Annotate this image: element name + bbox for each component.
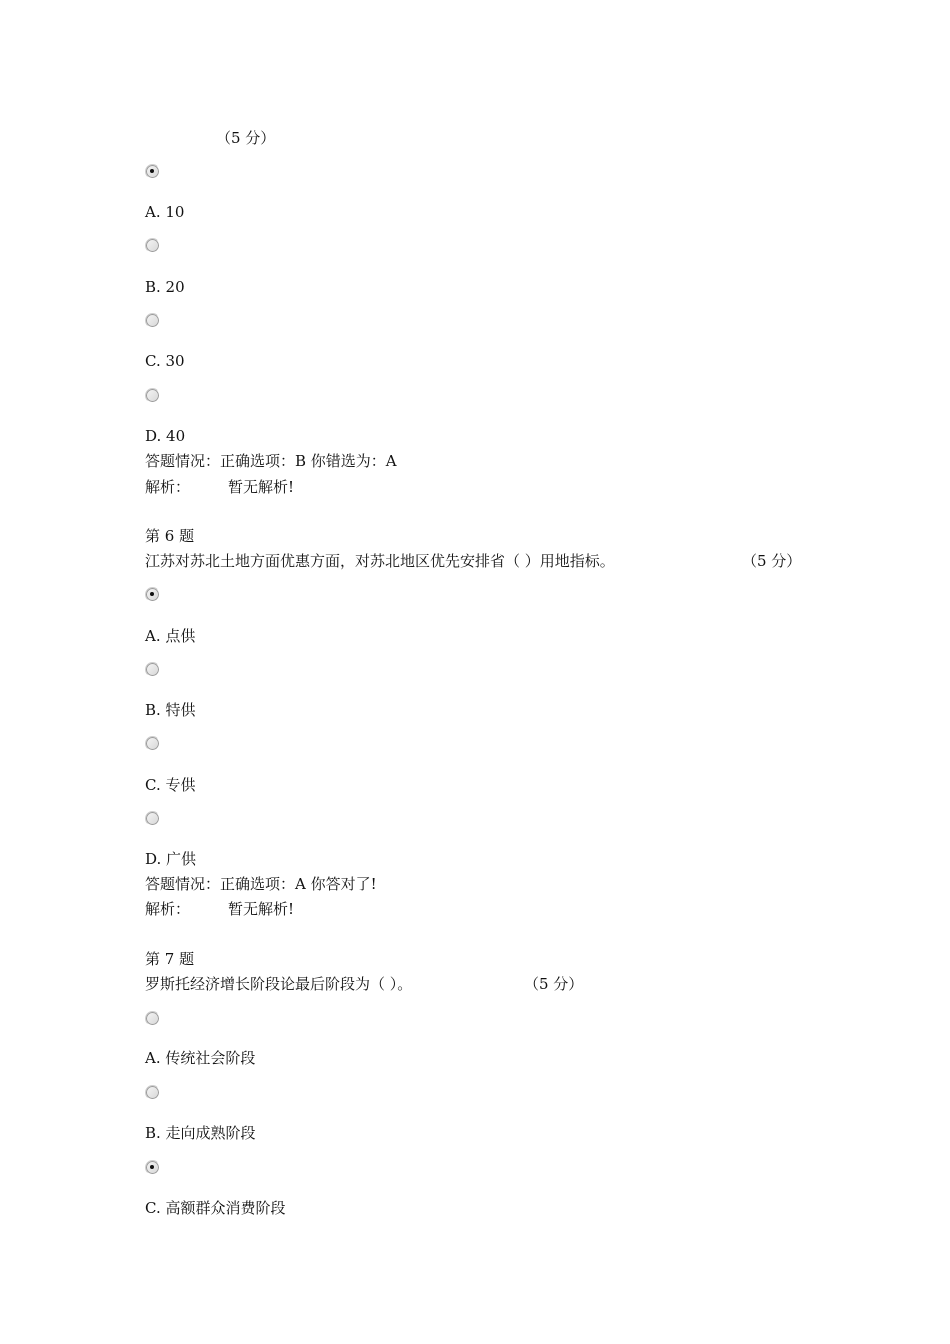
q6-score: （5 分） [742,552,802,570]
q5-radio-a[interactable] [146,165,159,178]
q7-radio-a[interactable] [146,1012,159,1025]
q5-analysis-text: 暂无解析! [228,478,295,496]
q5-option-b: B. 20 [145,278,185,296]
q5-analysis-label: 解析： [145,478,191,496]
q6-option-b: B. 特供 [145,701,196,719]
q6-number: 第 6 题 [145,527,195,545]
q7-number: 第 7 题 [145,950,195,968]
q6-result: 答题情况：正确选项：A 你答对了! [145,875,377,893]
q5-option-a: A. 10 [145,203,185,221]
q7-question: 罗斯托经济增长阶段论最后阶段为（ ）。 [145,975,413,993]
q5-option-c: C. 30 [145,352,185,370]
q5-option-d: D. 40 [145,427,186,445]
q6-radio-d[interactable] [146,812,159,825]
q5-score: （5 分） [216,129,276,147]
q6-option-d: D. 广供 [145,850,197,868]
q5-radio-d[interactable] [146,389,159,402]
q7-option-a: A. 传统社会阶段 [145,1049,256,1067]
q7-option-b: B. 走向成熟阶段 [145,1124,256,1142]
q6-option-a: A. 点供 [145,627,196,645]
q6-question: 江苏对苏北土地方面优惠方面，对苏北地区优先安排省（ ）用地指标。 [145,552,615,570]
q6-analysis-label: 解析： [145,900,191,918]
q7-radio-c[interactable] [146,1161,159,1174]
q6-option-c: C. 专供 [145,776,196,794]
q7-radio-b[interactable] [146,1086,159,1099]
q5-analysis [145,477,294,497]
q7-option-c: C. 高额群众消费阶段 [145,1199,286,1217]
q5-radio-c[interactable] [146,314,159,327]
q6-radio-c[interactable] [146,737,159,750]
q6-radio-b[interactable] [146,663,159,676]
q6-radio-a[interactable] [146,588,159,601]
q5-result: 答题情况：正确选项：B 你错选为：A [145,452,397,470]
q5-radio-b[interactable] [146,239,159,252]
q7-score: （5 分） [524,975,584,993]
q6-analysis [145,899,294,919]
q6-analysis-text: 暂无解析! [228,900,295,918]
